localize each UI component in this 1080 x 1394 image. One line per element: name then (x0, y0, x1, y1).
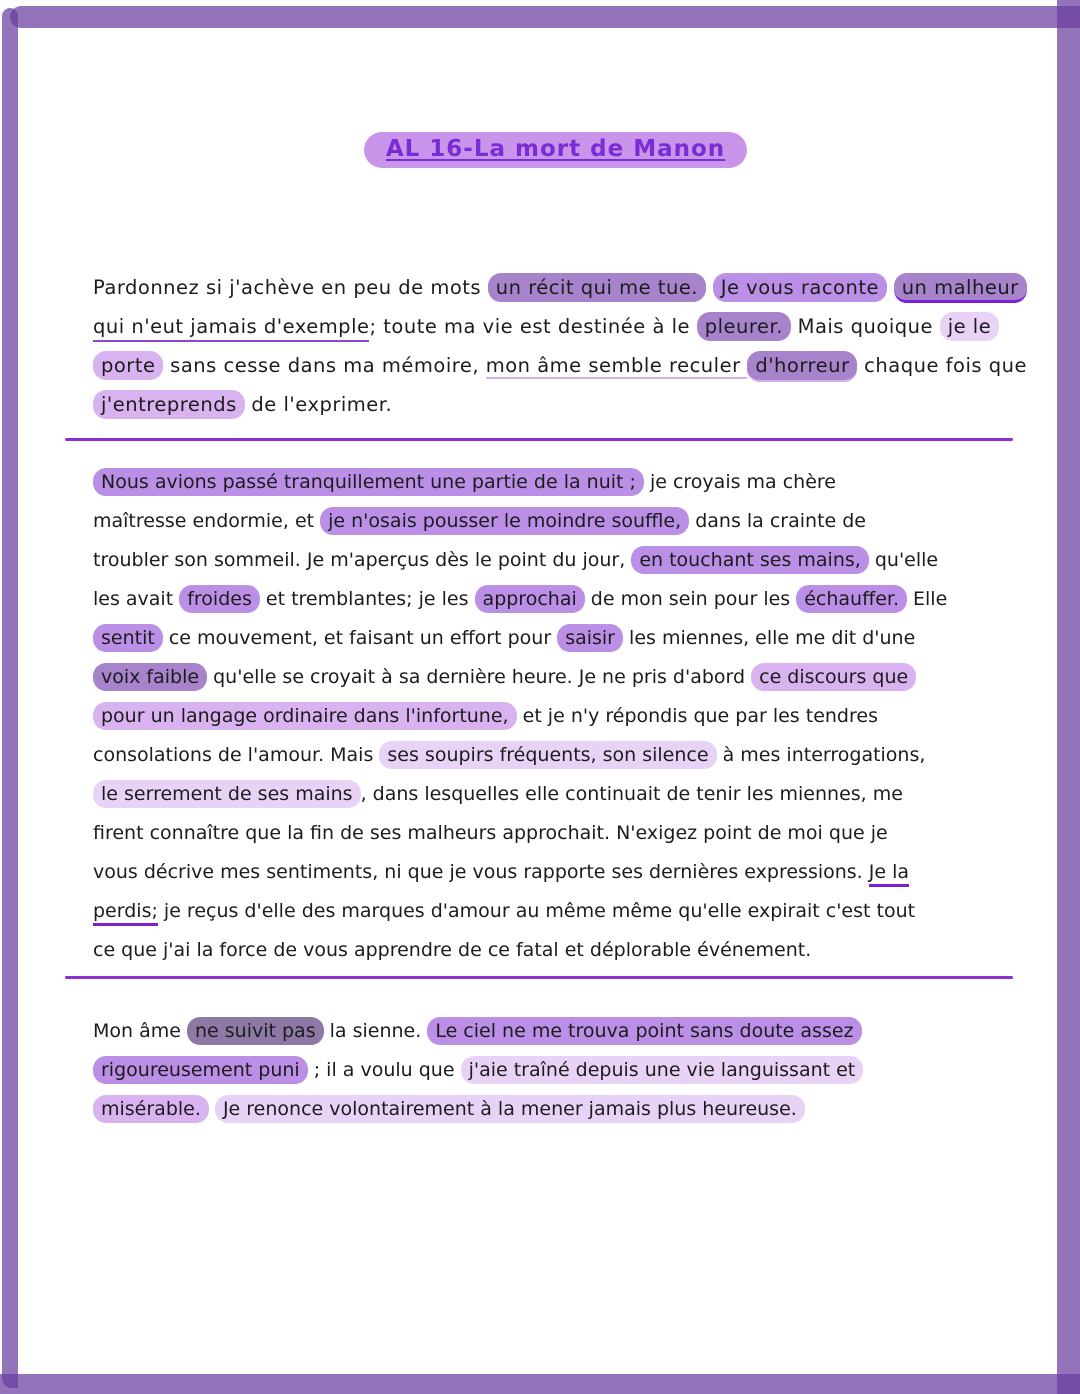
text-line (93, 346, 1027, 385)
plain-text: à mes interrogations, (716, 744, 926, 766)
text-line (93, 619, 1018, 658)
plain-text: la sienne. (323, 1020, 428, 1042)
title-row (93, 132, 1018, 168)
plain-text (706, 276, 713, 299)
plain-text: les miennes, elle me dit d'une (623, 627, 916, 649)
page-title: AL 16-La mort de Manon (364, 132, 747, 168)
plain-text: ; toute ma vie est destinée à le (369, 315, 697, 338)
plain-text: les avait (93, 588, 180, 610)
plain-text: troubler son sommeil. Je m'aperçus dès le point du jour, (93, 549, 632, 571)
annotated-text: je n'osais pousser le moindre souffle, (320, 507, 689, 535)
text-line (93, 1090, 1018, 1129)
text-line (93, 580, 1018, 619)
paragraph-3 (93, 1012, 1018, 1129)
plain-text: qu'elle (868, 549, 939, 571)
text-line (93, 1051, 1018, 1090)
text-line (93, 775, 1018, 814)
plain-text: de l'exprimer. (244, 393, 393, 416)
annotated-text: ne suivit pas (187, 1017, 324, 1045)
annotated-text: d'horreur (747, 351, 857, 382)
annotated-text: froides (179, 585, 260, 613)
plain-text: consolations de l'amour. Mais (93, 744, 380, 766)
text-line (93, 307, 1018, 346)
annotated-text: ce discours que (751, 663, 916, 691)
text-line (93, 268, 1018, 307)
text-line (93, 853, 1018, 892)
plain-text: chaque fois que (857, 354, 1027, 377)
paragraph-1 (93, 268, 1027, 424)
plain-text: vous décrive mes sentiments, ni que je vous rapporte ses dernières expressions. (93, 861, 869, 883)
annotated-text: saisir (557, 624, 623, 652)
plain-text (887, 276, 894, 299)
annotated-text: pour un langage ordinaire dans l'infortune, (93, 702, 517, 730)
plain-text: et je n'y répondis que par les tendres (516, 705, 878, 727)
plain-text: je croyais ma chère (643, 471, 836, 493)
plain-text: maîtresse endormie, et (93, 510, 321, 532)
annotated-text: porte (93, 351, 163, 380)
text-line (93, 931, 1018, 970)
annotated-text: j'aie traîné depuis une vie languissant et (461, 1056, 864, 1084)
plain-text: et tremblantes; je les (259, 588, 475, 610)
annotated-text: misérable. (93, 1095, 209, 1123)
frame-left-band (2, 8, 18, 1388)
section-divider (65, 438, 1013, 441)
plain-text: , dans lesquelles elle continuait de tenir les miennes, me (360, 783, 903, 805)
frame-bottom-band (0, 1374, 1080, 1394)
plain-text: ce que j'ai la force de vous apprendre de ce fatal et déplorable événement. (93, 939, 812, 961)
annotated-text: Nous avions passé tranquillement une partie de la nuit ; (93, 468, 644, 496)
annotated-text: rigoureusement puni (93, 1056, 308, 1084)
plain-text: ; il a voulu que (307, 1059, 461, 1081)
plain-text: Elle (906, 588, 948, 610)
text-line (93, 385, 1018, 424)
annotated-text: le serrement de ses mains (93, 780, 361, 808)
annotated-text: ses soupirs fréquents, son silence (379, 741, 716, 769)
text-line (93, 541, 1018, 580)
annotated-text: j'entreprends (93, 390, 245, 419)
annotated-text: un malheur (894, 273, 1027, 303)
annotated-text: sentit (93, 624, 163, 652)
plain-text: sans cesse dans ma mémoire, (163, 354, 486, 377)
text-line (93, 658, 1018, 697)
annotated-text: qui n'eut jamais d'exemple (93, 315, 369, 342)
annotated-text: je le (940, 312, 1000, 341)
text-line (93, 892, 1018, 931)
annotated-text: Je renonce volontairement à la mener jamais plus heureuse. (215, 1095, 805, 1123)
plain-text: de mon sein pour les (584, 588, 797, 610)
annotated-text: pleurer. (697, 312, 791, 341)
annotated-text: Je la (869, 861, 909, 887)
text-line (93, 502, 1018, 541)
annotated-text: perdis; (93, 900, 158, 926)
text-line (93, 1012, 1018, 1051)
text-line (93, 697, 1018, 736)
text-line (93, 736, 1018, 775)
plain-text: je reçus d'elle des marques d'amour au même même qu'elle expirait c'est tout (157, 900, 916, 922)
plain-text: qu'elle se croyait à sa dernière heure. Je ne pris d'abord (207, 666, 752, 688)
annotated-text: voix faible (93, 663, 207, 691)
text-line (93, 814, 1018, 853)
annotated-text: un récit qui me tue. (488, 273, 706, 302)
frame-right-band (1057, 0, 1080, 1394)
document-content (93, 0, 1027, 1129)
annotated-text: Le ciel ne me trouva point sans doute assez (427, 1017, 861, 1045)
annotated-text: en touchant ses mains, (631, 546, 869, 574)
annotated-text: Je vous raconte (713, 273, 887, 302)
plain-text: dans la crainte de (689, 510, 866, 532)
plain-text: Pardonnez si j'achève en peu de mots (93, 276, 488, 299)
plain-text: Mon âme (93, 1020, 187, 1042)
paragraph-2 (93, 463, 1018, 970)
annotated-text: mon âme semble reculer (485, 354, 748, 377)
plain-text: ce mouvement, et faisant un effort pour (162, 627, 558, 649)
plain-text: firent connaître que la fin de ses malheurs approchait. N'exigez point de moi que je (93, 822, 888, 844)
annotated-text: approchai (475, 585, 585, 613)
plain-text: Mais quoique (790, 315, 940, 338)
text-line (93, 463, 1018, 502)
annotated-text: échauffer. (796, 585, 907, 613)
section-divider (65, 976, 1013, 979)
